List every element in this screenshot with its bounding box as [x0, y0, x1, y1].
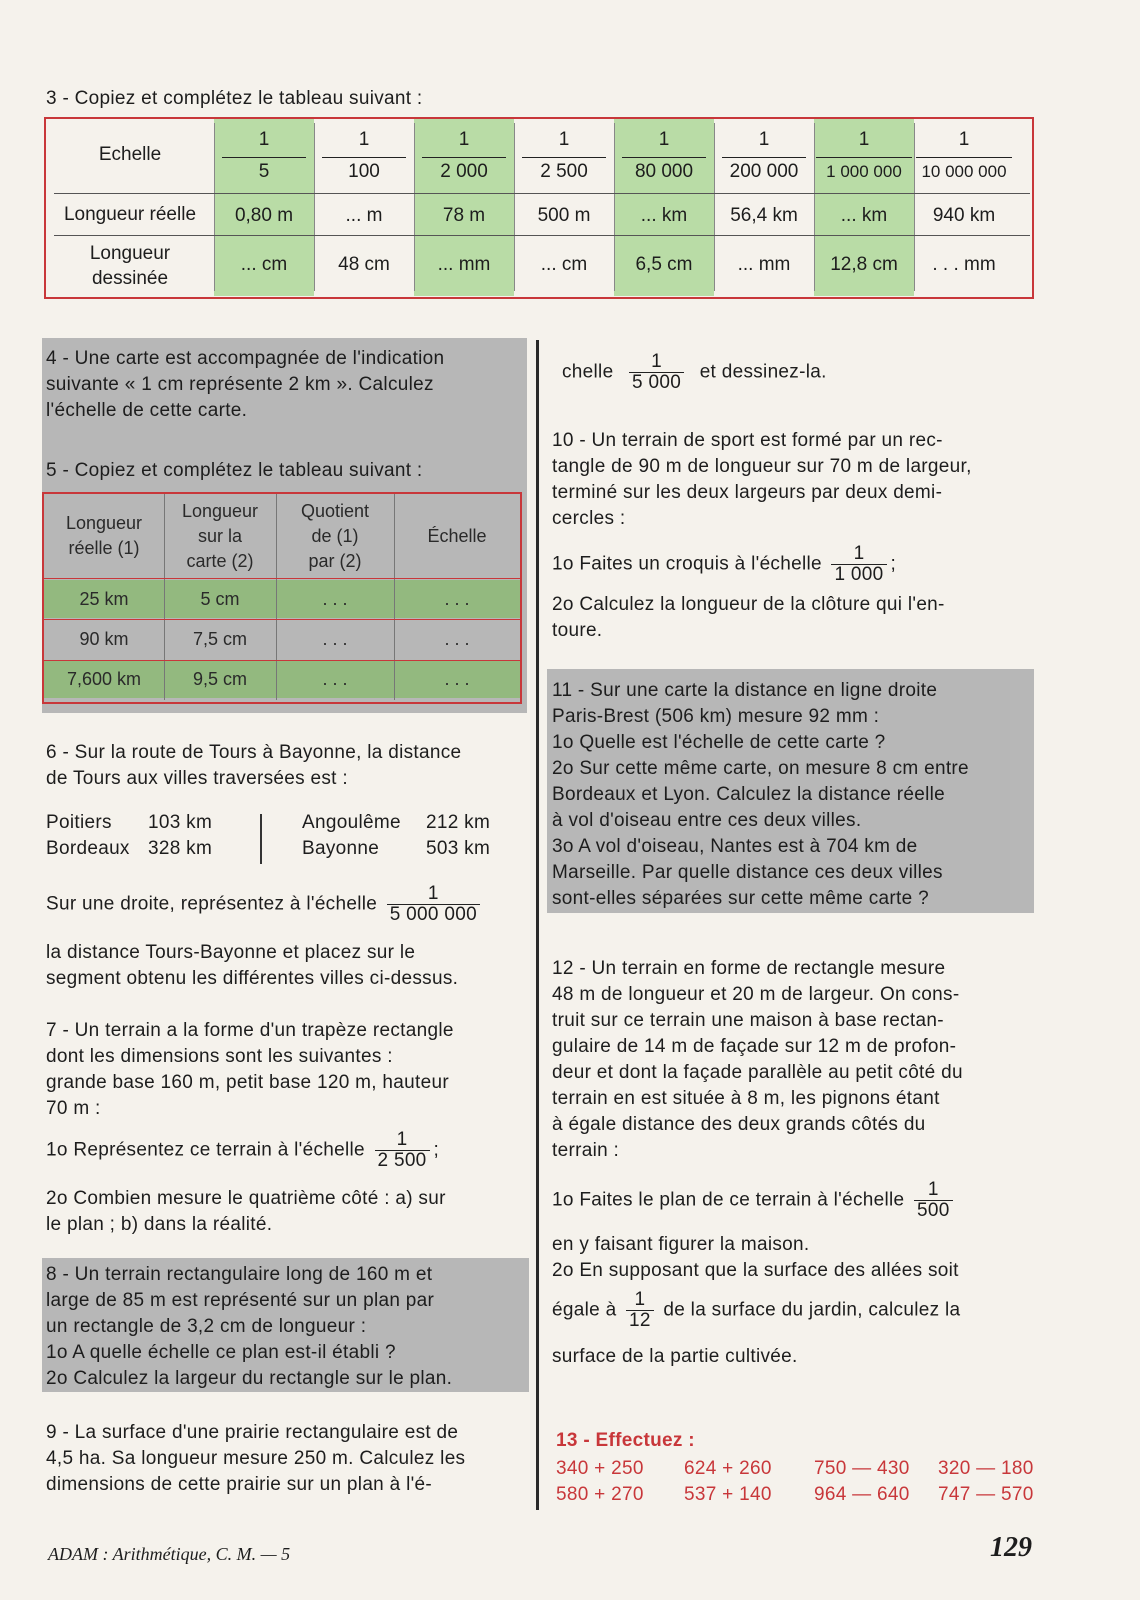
ex9-continuation	[562, 352, 827, 393]
ex5-header	[44, 494, 164, 578]
ex13-row-1	[556, 1456, 1034, 1482]
ex11-line: Paris-Brest (506 km) mesure 92 mm :	[552, 706, 880, 727]
real-length: 940 km	[932, 205, 996, 226]
scale-column	[914, 119, 1014, 296]
city-row	[46, 810, 212, 836]
city-distance: 328 km	[148, 838, 213, 859]
scale-column	[614, 119, 714, 296]
scale-numerator: 1	[958, 129, 970, 150]
ex6-line: 6 - Sur la route de Tours à Bayonne, la distance	[46, 742, 462, 763]
scale-denominator: 1 000 000	[816, 157, 912, 185]
operation: 750 — 430	[814, 1458, 910, 1479]
ex5-grid-line	[44, 619, 520, 620]
operation: 964 — 640	[814, 1484, 910, 1505]
ex12-line: terrain en est située à 8 m, les pignons étant	[552, 1088, 940, 1109]
ex5-cell: 5 cm	[164, 580, 276, 618]
column-divider	[514, 123, 515, 291]
ex5-grid-line	[44, 578, 520, 579]
ex6-scale-line	[46, 884, 484, 925]
ex5-cell: 7,5 cm	[192, 628, 248, 649]
operation: 320 — 180	[938, 1458, 1034, 1479]
ex5-header-line: de (1)	[311, 525, 359, 546]
scale-numerator: 1	[258, 129, 270, 150]
real-length: 78 m	[442, 205, 486, 226]
cities-separator	[260, 814, 262, 864]
ex9-text	[46, 1420, 526, 1498]
ex10-line: terminé sur les deux largeurs par deux demi-	[552, 482, 943, 503]
ex7-q1-end: ;	[433, 1139, 440, 1161]
ex7-line: dont les dimensions sont les suivantes :	[46, 1046, 393, 1067]
column-divider	[614, 123, 615, 291]
cities-left	[46, 810, 212, 862]
ex10-q1-end: ;	[890, 553, 897, 575]
ex4-line: suivante « 1 cm représente 2 km ». Calculez	[46, 374, 434, 395]
real-length: 500 m	[537, 205, 591, 226]
drawn-length: ... cm	[240, 254, 288, 275]
scale-numerator: 1	[458, 129, 470, 150]
drawn-length: 6,5 cm	[635, 254, 693, 275]
scale-numerator: 1	[558, 129, 570, 150]
ex9-cont-start: chelle	[562, 361, 614, 383]
ex13-title: 13 - Effectuez :	[556, 1430, 695, 1451]
city-name: Angoulême	[302, 812, 401, 833]
ex5-table	[42, 492, 522, 704]
column-separator	[536, 340, 539, 1510]
city-name: Bayonne	[302, 838, 380, 859]
ex4-line: 4 - Une carte est accompagnée de l'indication	[46, 348, 445, 369]
ex10-q1	[552, 544, 896, 585]
ex12-q2b-end: de la surface du jardin, calculez la	[663, 1299, 961, 1321]
ex5-header	[164, 494, 276, 578]
ex5-header-line: réelle (1)	[68, 538, 140, 558]
scale-denominator: 100	[322, 157, 406, 185]
ex8-line: un rectangle de 3,2 cm de longueur :	[46, 1316, 367, 1337]
ex5-cell: . . .	[276, 580, 394, 618]
ex12-q1	[552, 1180, 957, 1221]
real-length: ... km	[840, 205, 888, 226]
scale-numerator: 1	[658, 129, 670, 150]
drawn-length: ... cm	[540, 254, 588, 275]
column-divider	[714, 123, 715, 291]
frac-den: 1 000	[831, 564, 886, 585]
scale-denominator: 2 000	[422, 157, 506, 185]
ex12-q2b-start: égale à	[552, 1299, 617, 1321]
frac-den: 2 500	[375, 1150, 430, 1171]
real-length: ... km	[640, 205, 688, 226]
ex6-scale-text: Sur une droite, représentez à l'échelle	[46, 893, 378, 915]
ex8-line: 1o A quelle échelle ce plan est-il établi ?	[46, 1342, 396, 1363]
fraction	[626, 1290, 654, 1331]
ex11-line: Bordeaux et Lyon. Calculez la distance réelle	[552, 784, 946, 805]
ex7-line: 7 - Un terrain a la forme d'un trapèze rectangle	[46, 1020, 454, 1041]
ex7-line: 2o Combien mesure le quatrième côté : a) sur	[46, 1188, 446, 1209]
footer-source: ADAM : Arithmétique, C. M. — 5	[48, 1544, 291, 1564]
ex5-cell: . . .	[276, 660, 394, 698]
city-distance: 103 km	[148, 812, 213, 833]
operation: 340 + 250	[556, 1458, 644, 1479]
ex9-cont-end: et dessinez-la.	[699, 361, 827, 383]
scale-denominator: 10 000 000	[916, 157, 1012, 185]
scale-denominator: 2 500	[522, 157, 606, 185]
row-label-echelle: Echelle	[98, 144, 162, 165]
ex12-q2c: surface de la partie cultivée.	[552, 1346, 798, 1367]
ex10-line: cercles :	[552, 508, 626, 529]
ex7-line: 70 m :	[46, 1098, 101, 1119]
scale-column	[314, 119, 414, 296]
ex7-q1-text: 1o Représentez ce terrain à l'échelle	[46, 1139, 365, 1161]
ex5-grid-line	[44, 660, 520, 661]
ex10-line: tangle de 90 m de longueur sur 70 m de largeur,	[552, 456, 972, 477]
ex5-header-line: sur la	[197, 525, 242, 546]
ex5-cell: 7,600 km	[44, 660, 164, 698]
frac-num: 1	[651, 351, 662, 372]
ex5-header-line: Longueur	[181, 500, 259, 521]
scale-column	[714, 119, 814, 296]
ex8-text	[46, 1262, 526, 1392]
ex12-q1-cont: en y faisant figurer la maison.	[552, 1234, 810, 1255]
ex5-grid-line	[164, 494, 165, 700]
ex10-q2	[552, 592, 1032, 644]
city-row	[302, 810, 490, 836]
ex3-title: 3 - Copiez et complétez le tableau suivant :	[46, 88, 423, 109]
ex5-header	[394, 494, 520, 578]
ex7-line: le plan ; b) dans la réalité.	[46, 1214, 273, 1235]
ex5-header-line: par (2)	[308, 550, 362, 571]
fraction	[375, 1130, 430, 1171]
frac-den: 12	[626, 1310, 654, 1331]
ex11-line: Marseille. Par quelle distance ces deux villes	[552, 862, 943, 883]
ex4-text	[46, 346, 526, 424]
city-name: Poitiers	[46, 812, 112, 833]
city-name: Bordeaux	[46, 838, 130, 859]
ex5-cell: . . .	[444, 628, 470, 649]
frac-den: 5 000 000	[387, 904, 480, 925]
column-divider	[814, 123, 815, 291]
ex10-line: 10 - Un terrain de sport est formé par un rec-	[552, 430, 943, 451]
row-label-dessinee	[46, 237, 214, 295]
row-label-dessinee-2: dessinée	[91, 268, 169, 289]
ex11-line: sont-elles séparées sur cette même carte ?	[552, 888, 929, 909]
scale-column	[514, 119, 614, 296]
ex10-line: 2o Calculez la longueur de la clôture qui l'en-	[552, 594, 945, 615]
frac-num: 1	[853, 543, 865, 564]
cities-right	[302, 810, 490, 862]
ex5-grid-line	[276, 494, 277, 700]
city-distance: 212 km	[426, 812, 491, 833]
ex7-line: grande base 160 m, petit base 120 m, hauteur	[46, 1072, 449, 1093]
operation: 580 + 270	[556, 1484, 644, 1505]
fraction	[387, 884, 480, 925]
real-length: ... m	[345, 205, 383, 226]
fraction	[629, 352, 684, 393]
column-divider	[214, 123, 215, 291]
page-number: 129	[990, 1532, 1032, 1563]
ex5-cell: 9,5 cm	[164, 660, 276, 698]
ex7-text	[46, 1018, 526, 1122]
ex12-text	[552, 956, 1032, 1164]
ex10-text	[552, 428, 1032, 532]
ex11-line: 11 - Sur une carte la distance en ligne droite	[552, 680, 938, 701]
ex9-line: dimensions de cette prairie sur un plan à l'é-	[46, 1474, 433, 1495]
ex6-line: segment obtenu les différentes villes ci-dessus.	[46, 968, 459, 989]
fraction	[914, 1180, 953, 1221]
real-length: 56,4 km	[730, 205, 798, 226]
row-label-reelle: Longueur réelle	[63, 204, 197, 225]
real-length: 0,80 m	[234, 205, 294, 226]
drawn-length: . . . mm	[932, 254, 996, 275]
ex6-line: de Tours aux villes traversées est :	[46, 768, 348, 789]
ex8-line: large de 85 m est représenté sur un plan par	[46, 1290, 435, 1311]
ex12-line: deur et dont la façade parallèle au petit côté du	[552, 1062, 963, 1083]
ex10-q1-text: 1o Faites un croquis à l'échelle	[552, 553, 822, 575]
ex12-q2: 2o En supposant que la surface des allées soit	[552, 1260, 959, 1281]
drawn-length: ... mm	[737, 254, 791, 275]
city-row	[46, 836, 212, 862]
operation: 624 + 260	[684, 1458, 772, 1479]
ex5-header-line: Quotient	[300, 500, 370, 521]
ex12-line: terrain :	[552, 1140, 620, 1161]
ex12-line: gulaire de 14 m de façade sur 12 m de profon-	[552, 1036, 957, 1057]
scale-numerator: 1	[358, 129, 370, 150]
ex5-cell: 25 km	[44, 580, 164, 618]
frac-num: 1	[396, 1129, 408, 1150]
divider	[54, 235, 1030, 236]
ex12-q2b	[552, 1290, 960, 1331]
ex3-table	[44, 117, 1034, 299]
city-row	[302, 836, 490, 862]
ex7-q1	[46, 1130, 439, 1171]
ex5-title: 5 - Copiez et complétez le tableau suivant :	[46, 460, 423, 481]
ex12-line: 12 - Un terrain en forme de rectangle mesure	[552, 958, 946, 979]
drawn-length: 12,8 cm	[830, 254, 898, 275]
ex13-row-2	[556, 1482, 1034, 1508]
operation: 537 + 140	[684, 1484, 772, 1505]
ex12-q1-text: 1o Faites le plan de ce terrain à l'échelle	[552, 1189, 905, 1211]
ex5-header	[276, 494, 394, 578]
ex12-line: truit sur ce terrain une maison à base rectan-	[552, 1010, 944, 1031]
ex10-line: toure.	[552, 620, 603, 641]
ex6-line: la distance Tours-Bayonne et placez sur le	[46, 942, 416, 963]
ex5-header-line: Échelle	[427, 525, 487, 546]
ex11-line: à vol d'oiseau entre ces deux villes.	[552, 810, 862, 831]
divider	[54, 193, 1030, 194]
ex12-line: 48 m de longueur et 20 m de largeur. On cons-	[552, 984, 960, 1005]
scale-column	[814, 119, 914, 296]
scale-denominator: 80 000	[622, 157, 706, 185]
scale-numerator: 1	[758, 129, 770, 150]
ex5-header-line: Longueur	[65, 513, 143, 533]
ex5-cell: . . .	[394, 660, 520, 698]
ex11-text	[552, 678, 1032, 912]
frac-num: 1	[927, 1179, 939, 1200]
ex5-header-line: carte (2)	[186, 550, 254, 571]
column-divider	[314, 123, 315, 291]
ex12-line: à égale distance des deux grands côtés du	[552, 1114, 926, 1135]
drawn-length: 48 cm	[338, 254, 390, 275]
scale-denominator: 5	[222, 157, 306, 185]
ex8-line: 8 - Un terrain rectangulaire long de 160 m et	[46, 1264, 433, 1285]
ex7-q2	[46, 1186, 526, 1238]
ex5-grid-line	[394, 494, 395, 700]
column-divider	[414, 123, 415, 291]
frac-den: 5 000	[629, 372, 684, 393]
frac-num: 1	[634, 1289, 646, 1310]
frac-den: 500	[914, 1200, 953, 1221]
scale-column	[214, 119, 314, 296]
ex5-cell: 90 km	[79, 628, 129, 649]
ex9-line: 4,5 ha. Sa longueur mesure 250 m. Calculez les	[46, 1448, 466, 1469]
drawn-length: ... mm	[437, 254, 491, 275]
fraction	[831, 544, 886, 585]
ex11-line: 1o Quelle est l'échelle de cette carte ?	[552, 732, 886, 753]
scale-column	[414, 119, 514, 296]
scale-numerator: 1	[858, 129, 870, 150]
ex5-cell: . . .	[322, 628, 348, 649]
frac-num: 1	[427, 883, 439, 904]
ex5-cell: . . .	[394, 580, 520, 618]
ex4-line: l'échelle de cette carte.	[46, 400, 248, 421]
operation: 747 — 570	[938, 1484, 1034, 1505]
scale-denominator: 200 000	[722, 157, 806, 185]
ex6-text	[46, 740, 526, 792]
ex9-line: 9 - La surface d'une prairie rectangulaire est de	[46, 1422, 459, 1443]
ex8-line: 2o Calculez la largeur du rectangle sur le plan.	[46, 1368, 453, 1389]
city-distance: 503 km	[426, 838, 491, 859]
ex6-end	[46, 940, 526, 992]
column-divider	[914, 123, 915, 291]
ex11-line: 3o A vol d'oiseau, Nantes est à 704 km de	[552, 836, 918, 857]
row-label-dessinee-1: Longueur	[89, 243, 171, 264]
ex11-line: 2o Sur cette même carte, on mesure 8 cm entre	[552, 758, 969, 779]
